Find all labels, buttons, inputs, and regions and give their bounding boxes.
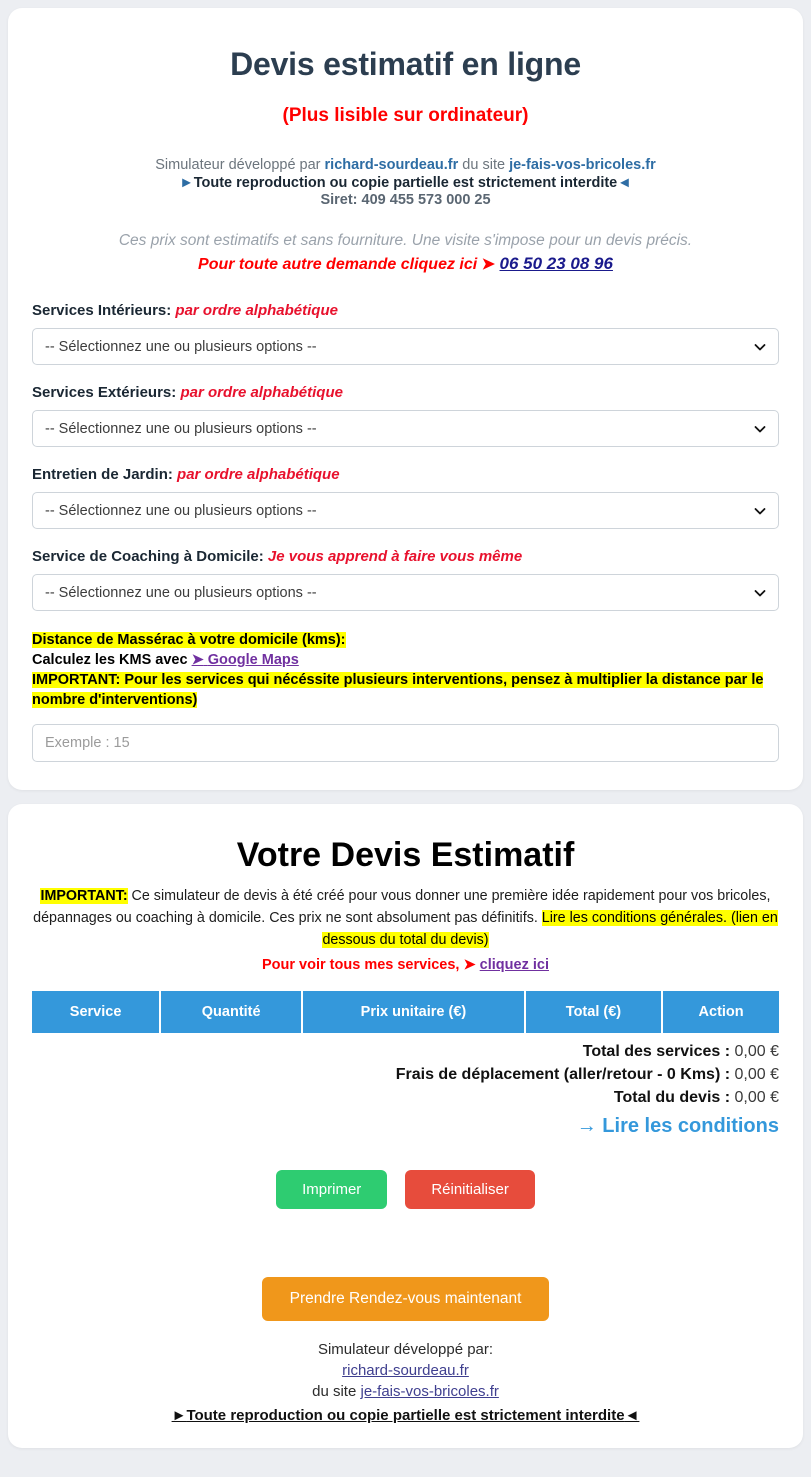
label-text: Service de Coaching à Domicile: xyxy=(32,548,264,565)
label-hint: Je vous apprend à faire vous même xyxy=(267,548,523,565)
footer-copyright-notice xyxy=(32,1405,779,1426)
copyright-notice xyxy=(32,175,779,191)
select-value: -- Sélectionnez une ou plusieurs options -- xyxy=(45,338,317,355)
reset-button[interactable]: Réinitialiser xyxy=(405,1170,535,1209)
footer xyxy=(32,1339,779,1426)
footer-line2-row xyxy=(32,1381,779,1402)
footer-link1-row xyxy=(32,1360,779,1381)
arrow-right-pointer-icon: ➤ xyxy=(481,256,496,273)
quote-table xyxy=(32,991,779,1033)
column-header-total: Total (€) xyxy=(526,991,663,1033)
label-services-interieurs xyxy=(32,302,779,319)
appointment-button[interactable]: Prendre Rendez-vous maintenant xyxy=(262,1277,550,1321)
contact-line xyxy=(32,254,779,274)
credit-link-richard-sourdeau[interactable]: richard-sourdeau.fr xyxy=(324,157,459,173)
page-subtitle: (Plus lisible sur ordinateur) xyxy=(282,105,529,126)
select-coaching-domicile[interactable] xyxy=(32,574,779,611)
label-text: Services Intérieurs: xyxy=(32,302,172,319)
select-value: -- Sélectionnez une ou plusieurs options -- xyxy=(45,502,317,519)
google-maps-link[interactable] xyxy=(192,652,299,668)
select-services-interieurs[interactable] xyxy=(32,328,779,365)
siret-line: Siret: 409 455 573 000 25 xyxy=(320,192,491,208)
select-services-exterieurs[interactable] xyxy=(32,410,779,447)
total-services-label: Total des services : xyxy=(582,1043,731,1061)
action-buttons-row xyxy=(32,1170,779,1209)
distance-important-text: IMPORTANT: Pour les services qui nécéssite plusieurs interventions, pensez à multiplier la distance par le nombre d'interventions) xyxy=(32,672,764,709)
credit-prefix: Simulateur développé par xyxy=(155,157,325,173)
quote-disclaimer xyxy=(32,885,779,951)
quote-form-card xyxy=(8,8,803,790)
total-services-value: 0,00 € xyxy=(734,1043,779,1061)
arrow-left-icon: ► xyxy=(171,1407,187,1425)
frais-deplacement-value: 0,00 € xyxy=(734,1066,779,1084)
footer-copyright-text: Toute reproduction ou copie partielle est strictement interdite xyxy=(186,1407,625,1425)
arrow-right-pointer-icon: ➤ xyxy=(463,957,476,974)
contact-text: Pour toute autre demande cliquez ici xyxy=(198,256,482,273)
label-services-exterieurs xyxy=(32,384,779,401)
total-devis-row xyxy=(32,1089,779,1107)
arrow-right-icon: ◄ xyxy=(624,1407,640,1425)
footer-link-je-fais-vos-bricoles[interactable]: je-fais-vos-bricoles.fr xyxy=(360,1383,499,1401)
footer-line1: Simulateur développé par: xyxy=(317,1341,494,1359)
quote-title: Votre Devis Estimatif xyxy=(236,835,575,874)
credit-line xyxy=(32,157,779,173)
estimation-note: Ces prix sont estimatifs et sans fourniture. Une visite s'impose pour un devis précis. xyxy=(118,232,693,249)
distance-label: Distance de Massérac à votre domicile (kms): xyxy=(32,632,346,648)
column-header-service: Service xyxy=(32,991,161,1033)
column-header-quantite: Quantité xyxy=(161,991,303,1033)
arrow-right-pointer-icon: ➤ xyxy=(191,652,204,668)
label-text: Services Extérieurs: xyxy=(32,384,177,401)
column-header-prix-unitaire: Prix unitaire (€) xyxy=(303,991,526,1033)
total-services-row xyxy=(32,1043,779,1061)
label-coaching-domicile xyxy=(32,548,779,565)
frais-deplacement-label: Frais de déplacement (aller/retour - 0 Kms) : xyxy=(395,1066,731,1084)
see-services-row xyxy=(32,957,779,973)
arrow-left-icon: ► xyxy=(179,175,194,191)
select-value: -- Sélectionnez une ou plusieurs options -- xyxy=(45,584,317,601)
select-entretien-jardin[interactable] xyxy=(32,492,779,529)
quote-note-part1: Ce simulateur de devis à été créé pour vous donner une première idée rapidement pour vos bricoles, dépannages ou coaching à domicile. Ces prix ne sont absolument pas définitifs. xyxy=(33,887,771,926)
chevron-down-icon xyxy=(754,587,766,599)
distance-important-row xyxy=(32,670,779,711)
frais-deplacement-row xyxy=(32,1066,779,1084)
column-header-action: Action xyxy=(663,991,779,1033)
see-services-text: Pour voir tous mes services, xyxy=(262,957,464,974)
calculate-kms-text: Calculez les KMS avec xyxy=(32,652,192,668)
total-devis-label: Total du devis : xyxy=(613,1089,731,1107)
label-entretien-jardin xyxy=(32,466,779,483)
chevron-down-icon xyxy=(754,505,766,517)
see-services-link[interactable]: cliquez ici xyxy=(479,957,549,974)
label-hint: par ordre alphabétique xyxy=(177,466,340,483)
copyright-text: Toute reproduction ou copie partielle est strictement interdite xyxy=(193,175,618,191)
footer-link-richard-sourdeau[interactable]: richard-sourdeau.fr xyxy=(342,1362,469,1380)
footer-line2-prefix: du site xyxy=(312,1383,361,1401)
credit-link-je-fais-vos-bricoles[interactable]: je-fais-vos-bricoles.fr xyxy=(509,157,656,173)
quote-note-highlight: Lire les conditions générales. (lien en dessous du total du devis) xyxy=(322,909,778,948)
page-title: Devis estimatif en ligne xyxy=(230,46,581,82)
total-devis-value: 0,00 € xyxy=(734,1089,779,1107)
calculate-kms-row xyxy=(32,650,779,670)
chevron-down-icon xyxy=(754,423,766,435)
distance-input[interactable] xyxy=(32,724,779,762)
google-maps-label: Google Maps xyxy=(207,652,299,668)
distance-block xyxy=(32,630,779,762)
quote-result-card xyxy=(8,804,803,1448)
table-header-row xyxy=(32,991,779,1033)
phone-link[interactable]: 06 50 23 08 96 xyxy=(499,254,613,273)
print-button[interactable]: Imprimer xyxy=(276,1170,387,1209)
label-hint: par ordre alphabétique xyxy=(175,302,338,319)
label-text: Entretien de Jardin: xyxy=(32,466,173,483)
label-hint: par ordre alphabétique xyxy=(180,384,343,401)
select-value: -- Sélectionnez une ou plusieurs options -- xyxy=(45,420,317,437)
credit-middle: du site xyxy=(458,157,510,173)
arrow-right-icon: ◄ xyxy=(617,175,632,191)
read-conditions-link[interactable]: → Lire les conditions xyxy=(576,1115,779,1138)
appointment-row xyxy=(32,1277,779,1321)
distance-label-row xyxy=(32,630,779,650)
totals-block xyxy=(32,1043,779,1138)
chevron-down-icon xyxy=(754,341,766,353)
quote-important-badge: IMPORTANT: xyxy=(40,887,128,904)
